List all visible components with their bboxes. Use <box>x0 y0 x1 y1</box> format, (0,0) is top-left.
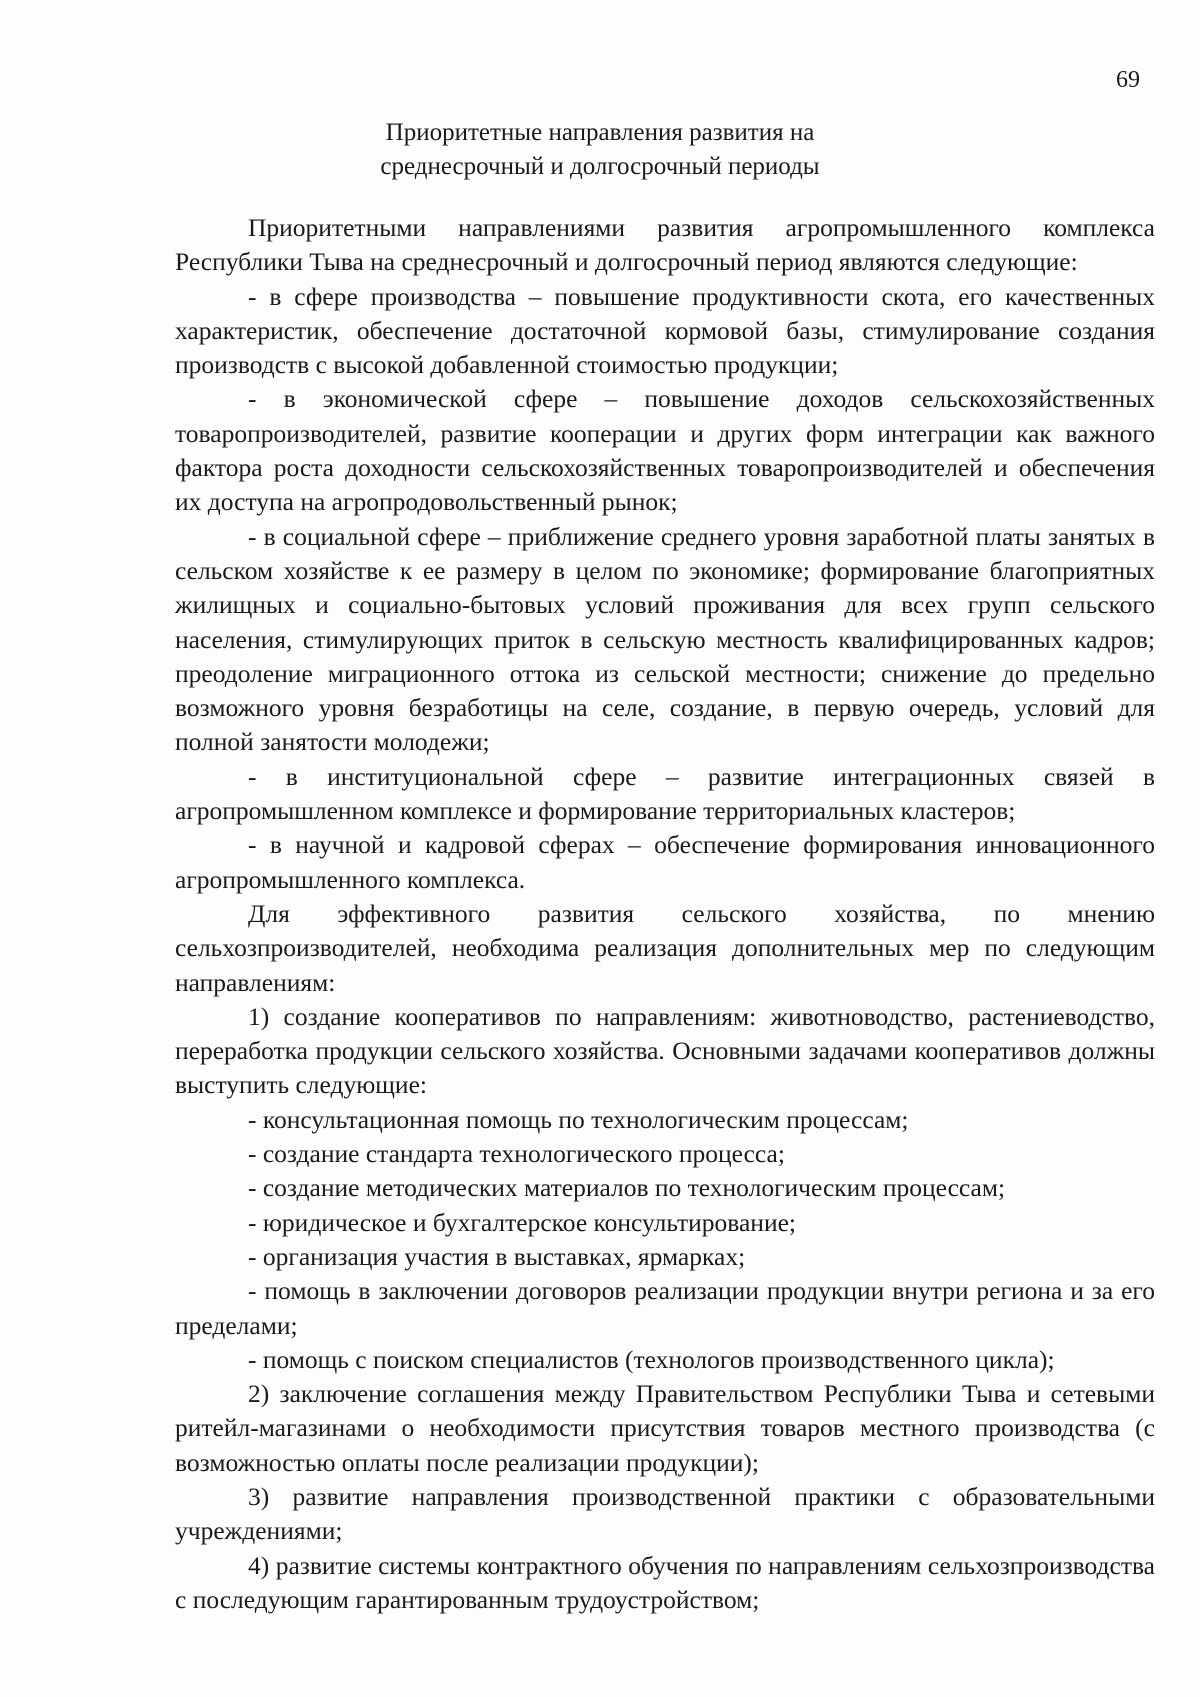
document-body <box>175 211 1155 1617</box>
section-heading <box>0 116 1200 184</box>
paragraph: 2) заключение соглашения между Правительством Республики Тыва и сетевыми ритейл-магазинами о необходимости присутствия товаров местного производства (с возможностью оплаты после реализации продукции); <box>175 1379 1155 1477</box>
list-item: - организация участия в выставках, ярмарках; <box>248 1241 746 1271</box>
paragraph: - в социальной сфере – приближение среднего уровня заработной платы занятых в сельском хозяйстве к ее размеру в целом по экономике; формирование благоприятных жилищных и социально-бытовых условий проживания для всех групп сельского населения, стимулирующих приток в сельскую местность квалифицированных кадров; преодоление миграционного оттока из сельской местности; снижение до предельно возможного уровня безработицы на селе, создание, в первую очередь, условий для полной занятости молодежи; <box>175 521 1155 757</box>
paragraph: 3) развитие направления производственной практики с образовательными учреждениями; <box>175 1481 1155 1546</box>
paragraph: - в институциональной сфере – развитие интеграционных связей в агропромышленном комплексе и формирование территориальных кластеров; <box>175 761 1155 826</box>
paragraph: Для эффективного развития сельского хозяйства, по мнению сельхозпроизводителей, необходима реализация дополнительных мер по следующим направлениям: <box>175 898 1155 997</box>
list-item: - создание стандарта технологического процесса; <box>248 1139 785 1169</box>
page-number: 69 <box>1116 67 1140 93</box>
heading-line-2: среднесрочный и долгосрочный периоды <box>380 153 820 180</box>
paragraph: - в сфере производства – повышение продуктивности скота, его качественных характеристик, обеспечение достаточной кормовой базы, стимулирование создания производств с высокой добавленной стоимостью продукции; <box>175 281 1155 380</box>
paragraph: 4) развитие системы контрактного обучения по направлениям сельхозпроизводства с последующим гарантированным трудоустройством; <box>175 1550 1155 1614</box>
list-item: - создание методических материалов по технологическим процессам; <box>248 1173 1006 1203</box>
paragraph: - в научной и кадровой сферах – обеспечение формирования инновационного агропромышленного комплекса. <box>175 830 1155 894</box>
paragraph: 1) создание кооперативов по направлениям: животноводство, растениеводство, переработка продукции сельского хозяйства. Основными задачами кооперативов должны выступить следующие: <box>175 1001 1155 1100</box>
heading-line-1: Приоритетные направления развития на <box>385 119 815 146</box>
paragraph: - в экономической сфере – повышение доходов сельскохозяйственных товаропроизводителей, развитие кооперации и других форм интеграции как важного фактора роста доходности сельскохозяйственных товаропроизводителей и обеспечения их доступа на агропродовольственный рынок; <box>175 384 1155 517</box>
paragraph: Приоритетными направлениями развития агропромышленного комплекса Республики Тыва на среднесрочный и долгосрочный период являются следующие: <box>175 213 1155 277</box>
list-item: - юридическое и бухгалтерское консультирование; <box>248 1207 797 1237</box>
list-item: - консультационная помощь по технологическим процессам; <box>248 1104 909 1134</box>
list-item: - помощь с поиском специалистов (технологов производственного цикла); <box>248 1344 1055 1374</box>
list-item: - помощь в заключении договоров реализации продукции внутри региона и за его пределами; <box>175 1276 1155 1340</box>
